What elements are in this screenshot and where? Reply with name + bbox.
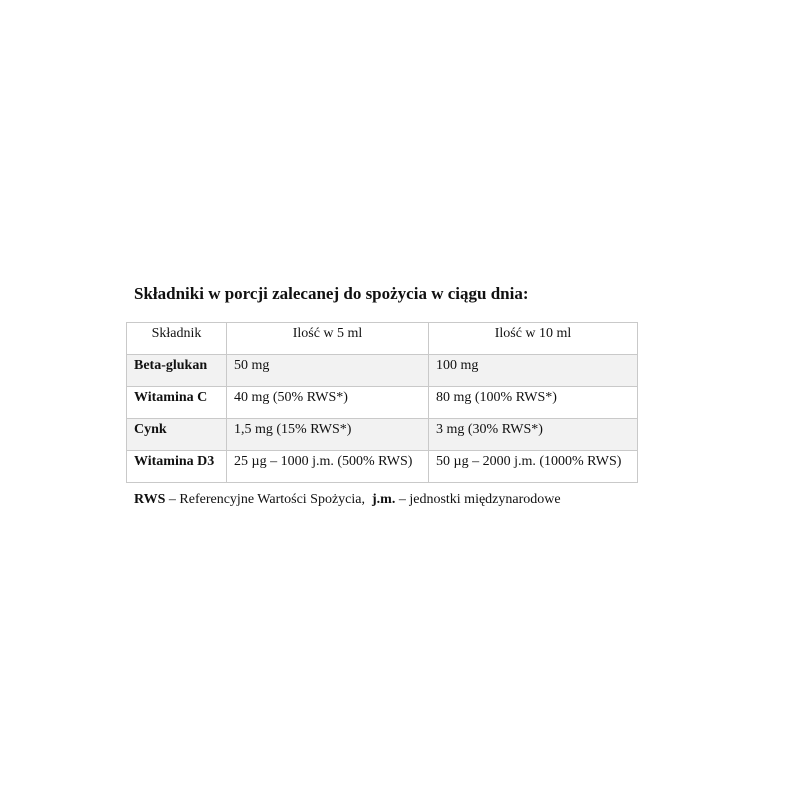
ingredient-name: Witamina C (127, 387, 227, 419)
amount-5ml-cell: 1,5 mg (15% RWS*) (227, 419, 429, 451)
page-title: Składniki w porcji zalecanej do spożycia w ciągu dnia: (134, 284, 529, 303)
footnote-abbreviation-rws: RWS (134, 492, 166, 507)
nutrition-table (126, 322, 638, 483)
table-row (127, 355, 638, 387)
footnote (134, 492, 561, 508)
column-header-ingredient: Składnik (127, 323, 227, 355)
table-header-row (127, 323, 638, 355)
table-row (127, 451, 638, 483)
footnote-definition-rws: – Referencyjne Wartości Spożycia, (165, 492, 373, 507)
table-row (127, 387, 638, 419)
ingredient-name: Witamina D3 (127, 451, 227, 483)
amount-5ml-cell: 40 mg (50% RWS*) (227, 387, 429, 419)
amount-5ml-cell: 50 mg (227, 355, 429, 387)
amount-10ml-cell: 50 µg – 2000 j.m. (1000% RWS) (429, 451, 638, 483)
amount-10ml-cell: 80 mg (100% RWS*) (429, 387, 638, 419)
footnote-definition-jm: – jednostki międzynarodowe (395, 492, 561, 507)
table-row (127, 419, 638, 451)
amount-10ml-cell: 3 mg (30% RWS*) (429, 419, 638, 451)
ingredient-name: Cynk (127, 419, 227, 451)
column-header-amount-10ml: Ilość w 10 ml (429, 323, 638, 355)
column-header-amount-5ml: Ilość w 5 ml (227, 323, 429, 355)
amount-10ml-cell: 100 mg (429, 355, 638, 387)
footnote-abbreviation-jm: j.m. (372, 492, 396, 507)
amount-5ml-cell: 25 µg – 1000 j.m. (500% RWS) (227, 451, 429, 483)
ingredient-name: Beta-glukan (127, 355, 227, 387)
